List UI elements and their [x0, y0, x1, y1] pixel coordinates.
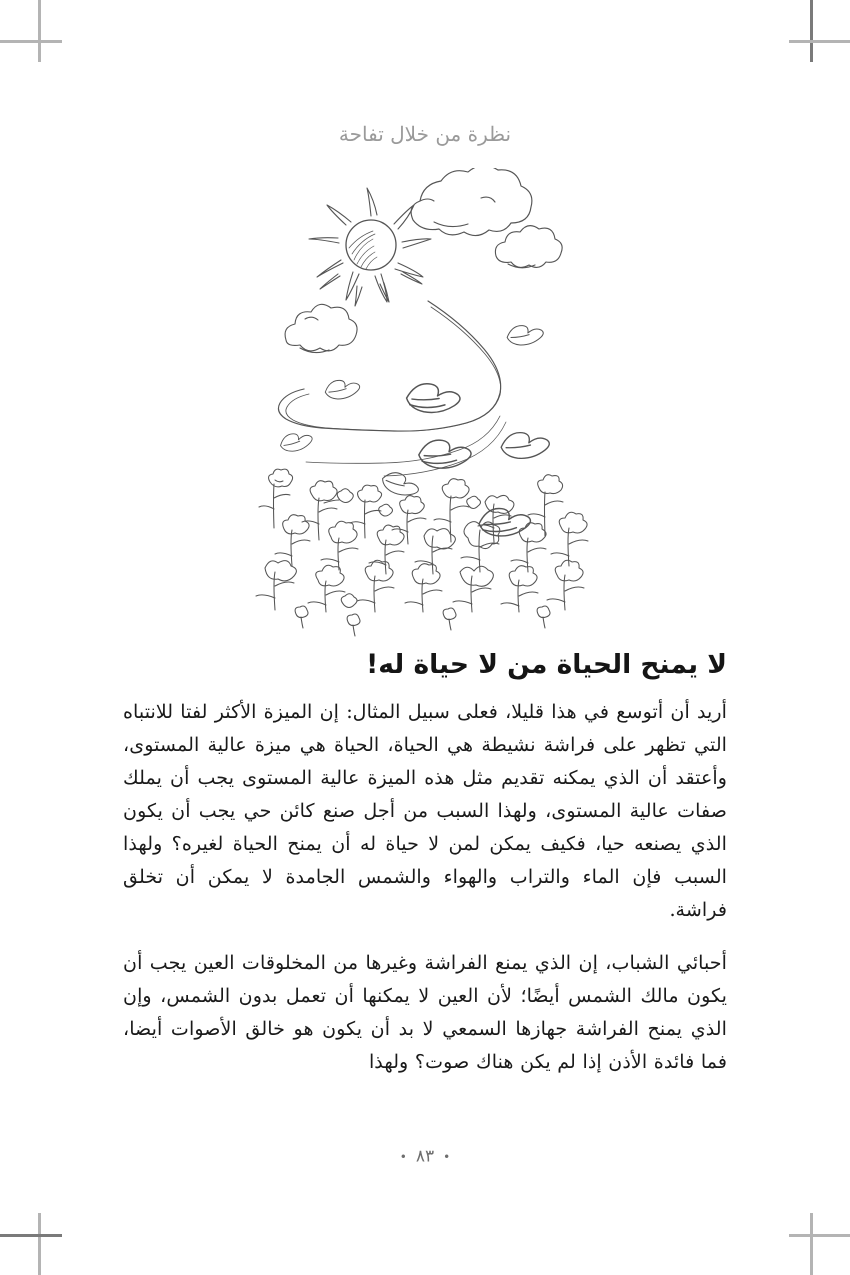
- crop-mark-top-left-horizontal: [0, 40, 62, 43]
- folio-number: ٨٣: [415, 1146, 435, 1167]
- crop-mark-bottom-right-vertical: [810, 1213, 813, 1275]
- crop-mark-bottom-left-horizontal: [0, 1234, 62, 1237]
- chapter-illustration: [238, 168, 608, 638]
- page-number: [0, 1146, 850, 1167]
- body-paragraph-1: أريد أن أتوسع في هذا قليلا، فعلى سبيل المثال: إن الميزة الأكثر لفتا للانتباه التي تظهر على فراشة نشيطة هي الحياة، الحياة هي ميزة عالية المستوى، وأعتقد أن الذي يمكنه تقديم مثل هذه الميزة عالية المستوى يجب أن يملك صفات عالية المستوى، ولهذا السبب من أجل صنع كائن حي يجب أن يكون الذي يصنعه حيا، فكيف يمكن لمن لا حياة له أن يمنح الحياة لغيره؟ ولهذا السبب فإن الماء والتراب والهواء والشمس الجامدة لا يمكن أن تخلق فراشة.: [123, 700, 727, 922]
- crop-mark-bottom-left-vertical: [38, 1213, 41, 1275]
- cloud-icon-small-left: [285, 304, 357, 352]
- crop-mark-top-left-vertical: [38, 0, 41, 62]
- crop-mark-bottom-right-horizontal: [789, 1234, 850, 1237]
- text-column: [123, 648, 727, 1078]
- folio-dot-left: •: [399, 1149, 407, 1164]
- butterfly-icon: [505, 321, 545, 348]
- crop-mark-top-right-horizontal: [789, 40, 850, 43]
- cloud-icon-small-right: [495, 226, 562, 268]
- butterfly-icon: [278, 428, 314, 455]
- body-paragraph-2: أحبائي الشباب، إن الذي يمنع الفراشة وغيرها من المخلوقات العين يجب أن يكون مالك الشمس أيضًا؛ لأن العين لا يمكنها أن تعمل بدون الشمس، وإن الذي يمنح الفراشة جهازها السمعي لا بد أن يكون هو خالق الأصوات أيضا، فما فائدة الأذن إذا لم يكن هناك صوت؟ ولهذا: [123, 951, 727, 1074]
- folio-dot-right: •: [443, 1149, 451, 1164]
- butterfly-icon: [499, 428, 551, 462]
- butterfly-icon: [380, 470, 421, 499]
- butterfly-icon: [323, 376, 361, 403]
- crop-mark-top-right-vertical: [810, 0, 813, 62]
- running-header: نظرة من خلال تفاحة: [338, 122, 512, 146]
- butterfly-icon: [406, 381, 461, 414]
- flower-meadow: [256, 469, 588, 636]
- butterfly-icon: [418, 437, 473, 471]
- page-title: لا يمنح الحياة من لا حياة له!: [366, 649, 727, 680]
- cloud-icon-large: [411, 168, 532, 236]
- butterfly-icon: [477, 504, 532, 539]
- winding-path: [278, 301, 506, 476]
